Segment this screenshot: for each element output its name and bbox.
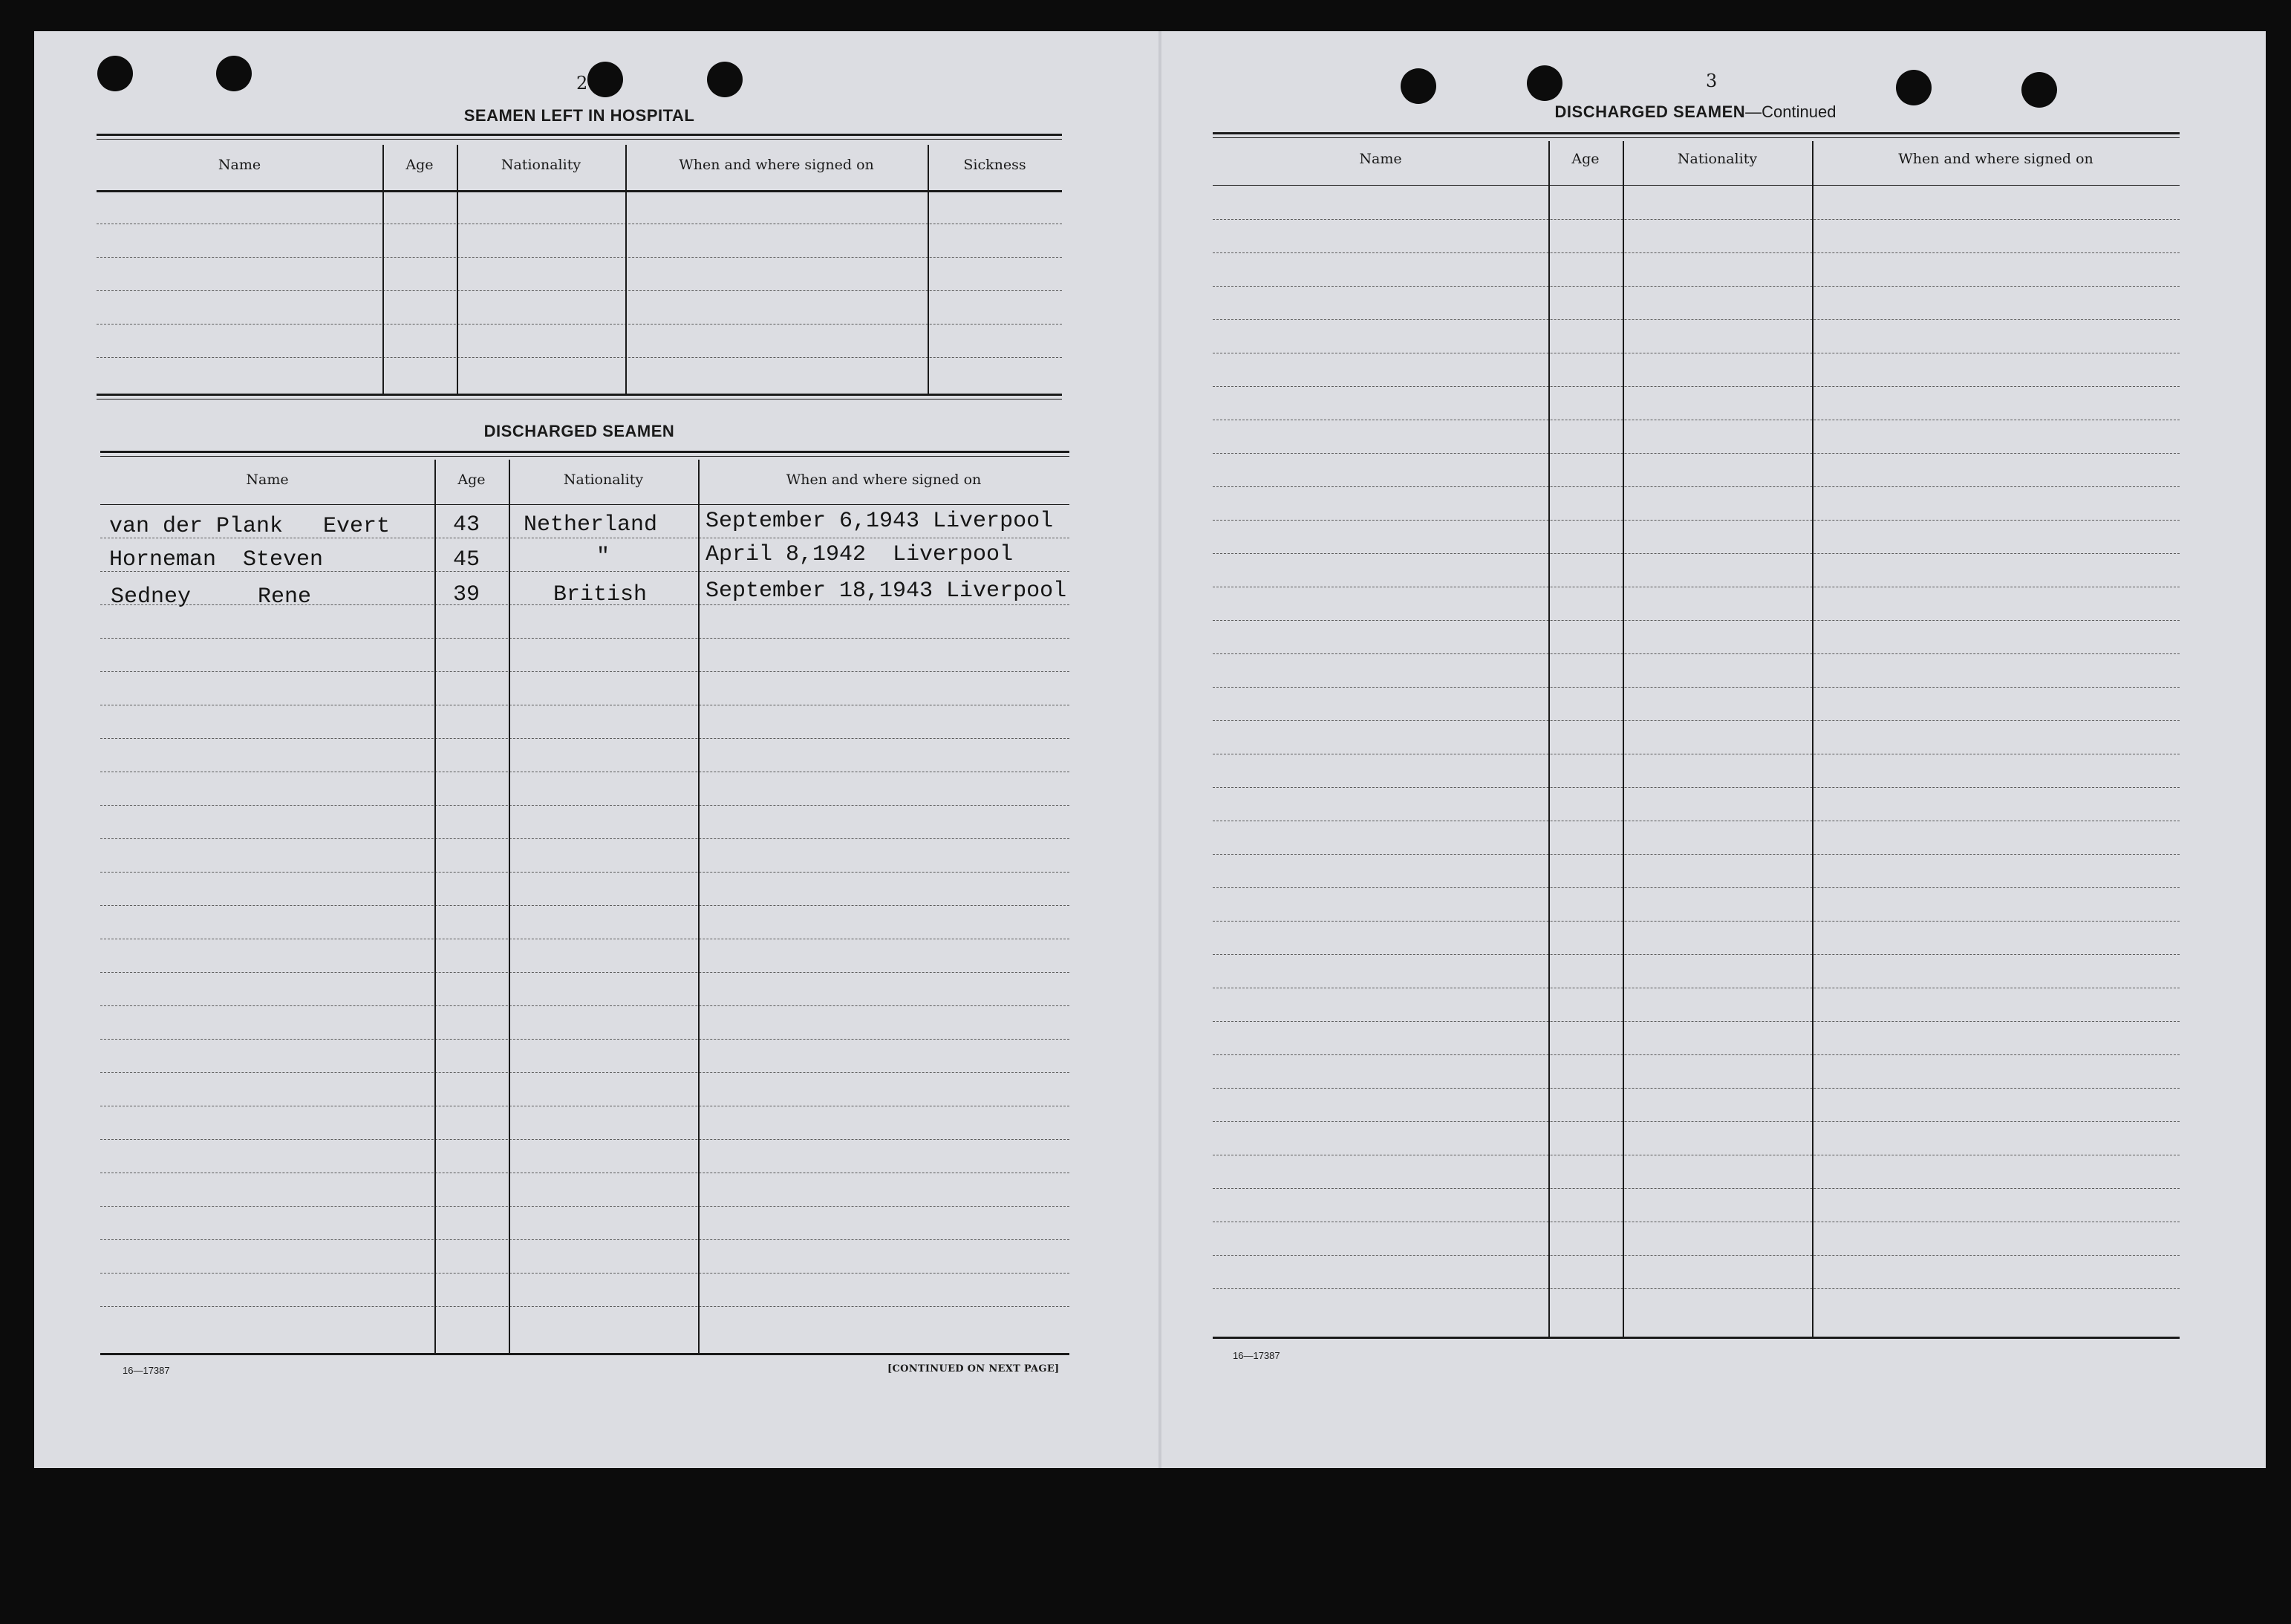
title-bold: DISCHARGED SEAMEN [1554,102,1746,121]
cell-signed-on: September 18,1943 Liverpool [705,578,1067,604]
cell-age: 39 [453,582,480,607]
column-header-age: Age [405,157,434,173]
cell-name: Horneman Steven [109,547,324,573]
discharged-continued-table [1213,132,2180,1344]
cell-nationality: " [596,544,610,570]
column-header-nationality: Nationality [563,472,644,488]
punch-hole [216,56,252,91]
column-header-signed-on: When and where signed on [679,157,874,173]
punch-hole [587,62,623,97]
continued-note: [CONTINUED ON NEXT PAGE] [887,1363,1060,1374]
cell-nationality: British [553,582,648,607]
hospital-table [97,134,1062,408]
column-header-age: Age [457,472,486,488]
page-number: 3 [1706,71,1718,91]
cell-nationality: Netherland [524,512,658,538]
column-header-nationality: Nationality [1677,151,1758,167]
punch-hole [1896,70,1932,105]
column-header-sickness: Sickness [963,157,1026,173]
section-title-discharged: DISCHARGED SEAMEN [483,422,675,440]
section-title-discharged-continued [1213,102,2178,122]
column-header-name: Name [218,157,261,173]
cell-signed-on: April 8,1942 Liverpool [705,542,1014,567]
column-header-nationality: Nationality [501,157,581,173]
punch-hole [1401,68,1436,104]
punch-hole [1527,65,1562,101]
form-number: 16—17387 [123,1365,170,1376]
page-number: 2 [576,73,588,94]
discharged-table [100,451,1069,1360]
cell-age: 45 [453,547,480,573]
cell-age: 43 [453,512,480,538]
cell-signed-on: September 6,1943 Liverpool [705,509,1054,534]
section-title-hospital: SEAMEN LEFT IN HOSPITAL [463,106,695,125]
form-number: 16—17387 [1233,1350,1280,1361]
cell-name: Sedney Rene [111,584,312,610]
page-fold [1158,31,1161,1468]
punch-hole [97,56,133,91]
column-header-age: Age [1571,151,1600,167]
column-header-name: Name [246,472,289,488]
column-header-signed-on: When and where signed on [1898,151,2093,167]
punch-hole [707,62,743,97]
column-header-signed-on: When and where signed on [786,472,982,488]
cell-name: van der Plank Evert [109,514,391,539]
title-suffix: —Continued [1745,102,1837,121]
column-header-name: Name [1359,151,1402,167]
